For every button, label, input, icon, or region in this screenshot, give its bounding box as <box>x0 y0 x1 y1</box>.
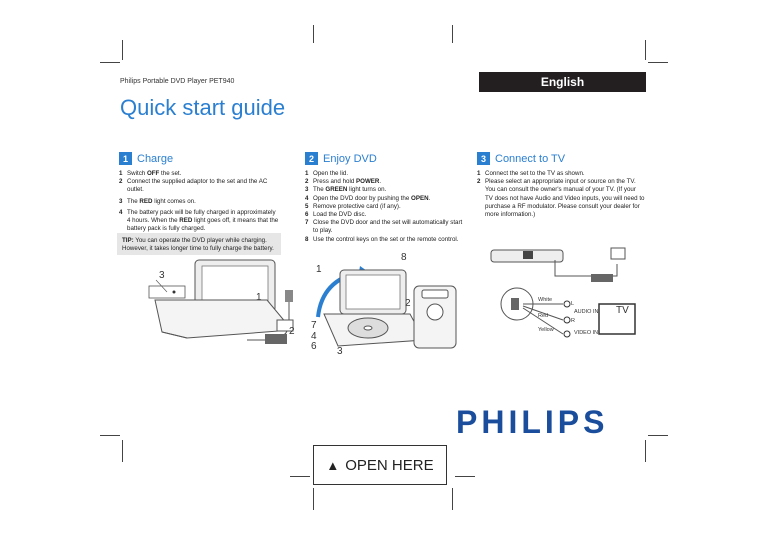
enjoy-steps <box>305 170 465 244</box>
crop-mark <box>455 476 475 477</box>
crop-mark <box>100 435 120 436</box>
callout-number: 7 <box>311 320 317 331</box>
philips-logo: PHILIPS <box>456 404 609 440</box>
callout-number: 6 <box>311 341 317 352</box>
remote-nav-pad <box>427 304 443 320</box>
open-here-label: OPEN HERE <box>345 456 434 474</box>
list-item: 8 Use the control keys on the set or the remote control. <box>305 235 459 243</box>
crop-mark <box>645 40 646 60</box>
crop-mark <box>452 488 453 510</box>
tip-label: TIP: <box>122 237 134 244</box>
tip-text: You can operate the DVD player while charging. However, it takes longer time to fully charge the battery. <box>122 237 274 252</box>
indicator-light <box>173 291 176 294</box>
list-item: 2 Press and hold POWER. <box>305 178 382 186</box>
crop-mark <box>645 440 646 462</box>
list-item: 2 Please select an appropriate input or source on the TV. You can consult the owner's manual of your TV. (If your TV does not have Audio and Video inputs, you will need to purchase a RF modulator. Please consult your dealer for more information.) <box>477 178 645 219</box>
triangle-up-icon: ▲ <box>326 457 340 473</box>
connect-steps <box>477 170 645 219</box>
remote-top-sensor <box>422 290 448 298</box>
list-item: 1 Open the lid. <box>305 170 349 177</box>
dvd-player-base <box>155 300 292 338</box>
crop-mark <box>648 435 668 436</box>
list-item: 1 Switch OFF the set. <box>119 170 182 177</box>
crop-mark <box>648 62 668 63</box>
section-number: 3 <box>477 152 490 165</box>
jack-label-l: L <box>571 301 575 307</box>
cable-label-yellow: Yellow <box>538 327 554 333</box>
av-plug <box>511 298 519 310</box>
charge-illustration <box>117 258 307 358</box>
power-adaptor <box>591 274 613 282</box>
crop-mark <box>122 440 123 462</box>
callout-number: 4 <box>311 331 317 342</box>
video-jack <box>564 331 570 337</box>
tv-label: TV <box>616 305 629 316</box>
audio-r-jack <box>564 317 570 323</box>
crop-mark <box>290 476 310 477</box>
callout-number: 2 <box>405 298 411 309</box>
list-item: 1 Connect the set to the TV as shown. <box>477 170 585 177</box>
product-name: Philips Portable DVD Player PET940 <box>120 78 235 85</box>
callout-number: 2 <box>289 326 295 337</box>
av-port <box>523 251 533 259</box>
callout-number: 1 <box>256 292 262 303</box>
crop-mark <box>313 25 314 43</box>
power-adaptor <box>265 334 287 344</box>
section-charge-heading <box>119 152 173 165</box>
list-item: 3 The GREEN light turns on. <box>305 186 387 194</box>
crop-mark <box>452 25 453 43</box>
charge-steps <box>119 170 279 233</box>
list-item: 5 Remove protective card (if any). <box>305 202 401 210</box>
dvd-illustration <box>310 262 470 362</box>
section-number: 1 <box>119 152 132 165</box>
jack-label-r: R <box>571 318 575 324</box>
wall-socket <box>611 248 625 259</box>
section-title: Enjoy DVD <box>323 152 377 165</box>
callout-number: 3 <box>337 346 343 357</box>
section-title: Charge <box>137 152 174 165</box>
list-item: 2 Connect the supplied adaptor to the set and the AC outlet. <box>119 178 268 194</box>
tip-box <box>117 233 281 255</box>
language-tab: English <box>479 72 646 92</box>
cable-label-red: Red <box>538 313 549 319</box>
list-item: 6 Load the DVD disc. <box>305 211 367 219</box>
list-item: 4 Open the DVD door by pushing the OPEN. <box>305 194 431 202</box>
audio-l-jack <box>564 301 570 307</box>
connect-illustration <box>477 236 647 346</box>
callout-number: 3 <box>159 270 165 281</box>
section-enjoy-heading <box>305 152 377 165</box>
section-number: 2 <box>305 152 318 165</box>
list-item: 4 The battery pack will be fully charged in approximately 4 hours. When the RED light goes off, it means that the battery pack is fully charged. <box>119 208 279 233</box>
cable-label-white: White <box>538 297 553 303</box>
list-item: 7 Close the DVD door and the set will automatically start to play. <box>305 219 463 235</box>
callout-number: 1 <box>316 264 322 275</box>
power-cable <box>555 260 617 276</box>
crop-mark <box>100 62 120 63</box>
page-title: Quick start guide <box>120 95 286 120</box>
callout-number: 8 <box>401 252 407 263</box>
plug <box>285 290 293 302</box>
section-connect-heading <box>477 152 565 165</box>
screen-display <box>346 275 400 309</box>
open-here-tab[interactable] <box>313 445 447 485</box>
crop-mark <box>122 40 123 60</box>
jack-label-audio-in: AUDIO IN <box>574 309 599 315</box>
list-item: 3 The RED light comes on. <box>119 197 196 205</box>
jack-label-video-in: VIDEO IN <box>574 330 599 336</box>
crop-mark <box>313 488 314 510</box>
disc-hole <box>364 326 372 330</box>
section-title: Connect to TV <box>495 152 566 165</box>
